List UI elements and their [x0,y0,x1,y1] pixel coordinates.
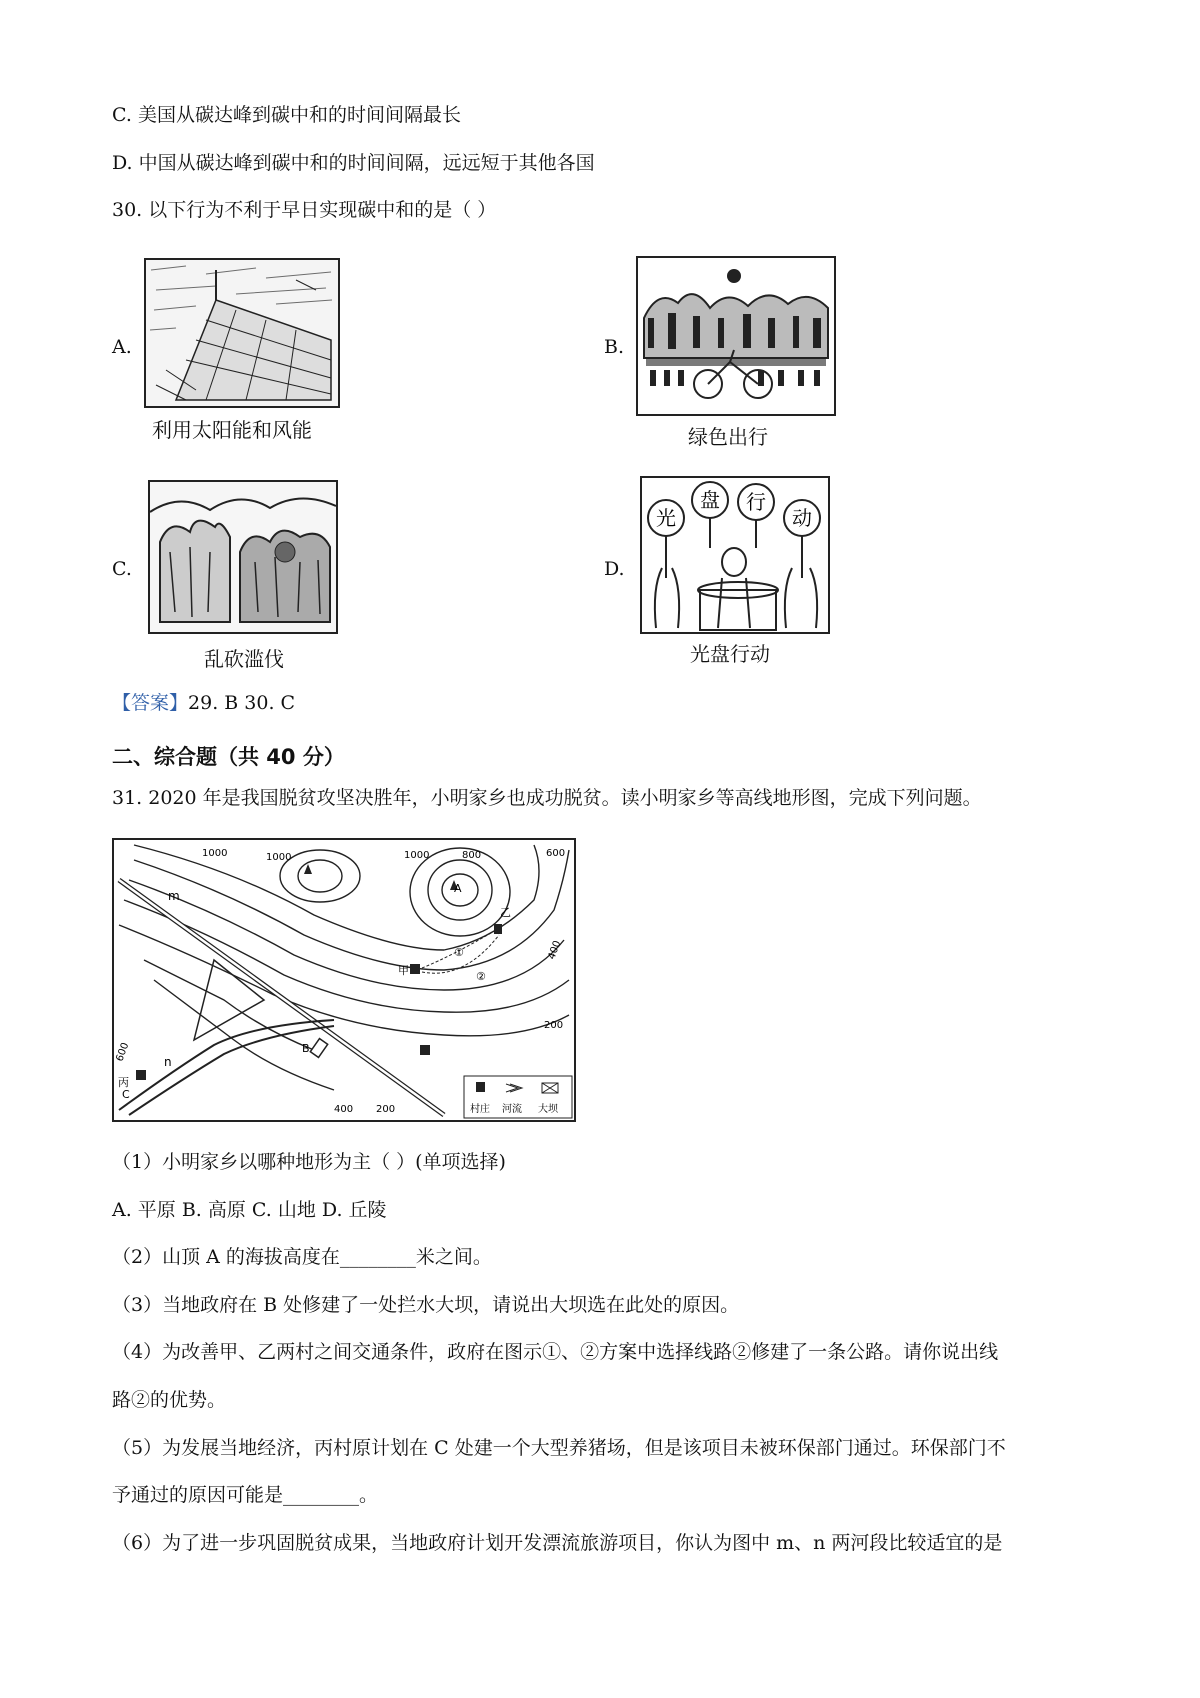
map-label-bing: 丙 [118,1076,129,1089]
village-legend-icon [476,1082,485,1092]
legend-dam: 大坝 [538,1104,558,1115]
q30-option-a-caption: 利用太阳能和风能 [152,418,312,442]
answer-text: 29. B 30. C [188,692,296,714]
q31-sub1: （1）小明家乡以哪种地形为主（ ）(单项选择) [112,1151,506,1173]
map-label-A: A [454,882,462,895]
map-label-n: n [164,1055,172,1069]
map-label-C: C [122,1088,130,1101]
q29-option-d: D. 中国从碳达峰到碳中和的时间间隔，远远短于其他各国 [112,152,595,174]
q30-stem: 30. 以下行为不利于早日实现碳中和的是（ ） [112,199,497,221]
q30-option-a-letter: A. [112,336,132,358]
q31-sub1-options: A. 平原 B. 高原 C. 山地 D. 丘陵 [112,1199,387,1221]
map-label-200-right: 200 [544,1020,564,1031]
map-label-600-top: 600 [546,848,566,859]
clean-plate-char-1: 光 [656,506,676,530]
map-label-400-right: 400 [546,939,564,962]
map-legend [464,1076,572,1118]
map-label-route-2: ② [476,970,486,983]
q31-stem: 31. 2020 年是我国脱贫攻坚决胜年，小明家乡也成功脱贫。读小明家乡等高线地形图，完成下列问题。 [112,787,982,809]
map-label-jia: 甲 [398,964,409,977]
q30-option-b-caption: 绿色出行 [688,425,768,449]
answer-line [112,694,295,713]
q31-sub3: （3）当地政府在 B 处修建了一处拦水大坝，请说出大坝选在此处的原因。 [112,1294,740,1316]
clean-plate-image [640,476,830,634]
q30-option-d-caption: 光盘行动 [690,642,770,666]
q30-option-b-letter: B. [604,336,625,358]
q30-option-c-letter: C. [112,558,132,580]
map-label-200-bottom: 200 [376,1104,396,1115]
q31-sub4-line1: （4）为改善甲、乙两村之间交通条件，政府在图示①、②方案中选择线路②修建了一条公路。请你说出线 [112,1341,999,1363]
map-label-B: B [302,1042,310,1055]
answer-tag: 【答案】 [112,692,189,714]
map-label-1000-a: 1000 [202,848,228,859]
q31-sub5-line2: 予通过的原因可能是________。 [112,1484,379,1506]
legend-river: 河流 [502,1104,522,1115]
clean-plate-char-2: 盘 [700,488,720,512]
q31-sub5-line1: （5）为发展当地经济，丙村原计划在 C 处建一个大型养猪场，但是该项目未被环保部门通过。环保部门不 [112,1437,1006,1459]
clean-plate-char-4: 动 [792,506,812,530]
solar-wind-image [144,258,340,408]
clean-plate-char-3: 行 [746,490,766,514]
contour-map [112,838,576,1122]
map-label-yi: 乙 [500,906,511,919]
map-label-1000-c: 1000 [404,850,430,861]
q30-option-c-caption: 乱砍滥伐 [204,647,284,671]
q31-sub6: （6）为了进一步巩固脱贫成果，当地政府计划开发漂流旅游项目，你认为图中 m、n 两河段比较适宜的是 [112,1532,1003,1554]
section-title: 二、综合题（共 40 分） [112,745,345,769]
map-label-400-bottom: 400 [334,1104,354,1115]
legend-village: 村庄 [470,1104,490,1115]
q29-option-c: C. 美国从碳达峰到碳中和的时间间隔最长 [112,104,461,126]
green-travel-image [636,256,836,416]
map-label-1000-b: 1000 [266,852,292,863]
map-label-m: m [168,889,180,903]
map-label-route-1: ① [454,946,464,959]
map-label-600-left: 600 [114,1041,132,1064]
q30-option-d-letter: D. [604,558,625,580]
q31-sub2: （2）山顶 A 的海拔高度在________米之间。 [112,1246,492,1268]
q31-sub4-line2: 路②的优势。 [112,1389,227,1411]
map-label-800: 800 [462,850,482,861]
deforestation-image [148,480,338,634]
